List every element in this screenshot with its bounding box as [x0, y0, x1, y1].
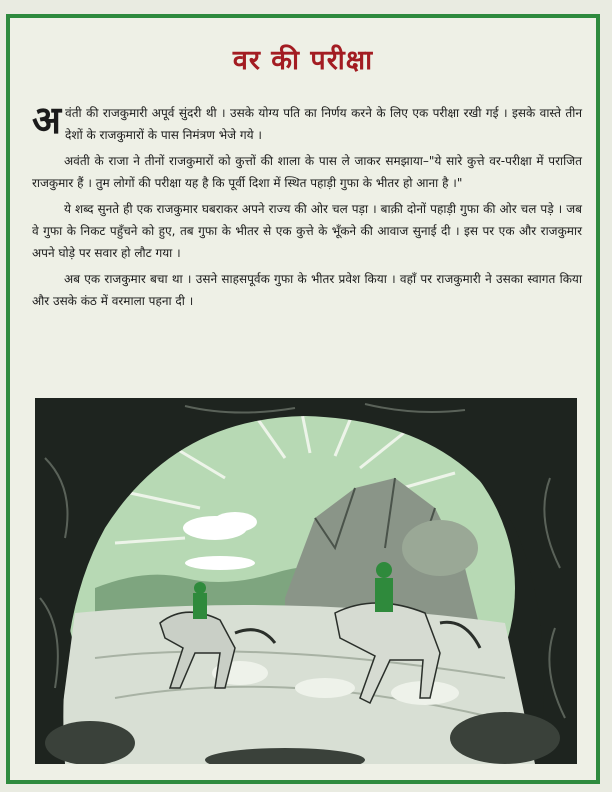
cave-scene: [35, 398, 577, 764]
drop-cap: अ: [32, 98, 62, 142]
story-title: वर की परीक्षा: [232, 45, 374, 76]
paragraph-3: ये शब्द सुनते ही एक राजकुमार घबराकर अपने राज्य की ओर चल पड़ा । बाक़ी दोनों पहाड़ी गुफा की ओर चल पड़े । जब वे गुफा के निकट पहुँचने को हुए, तब गुफा के भीतर से एक कुत्ते के भूँकने की आवाज सुनाई दी । इस पर एक और राजकुमार अपने घोड़े पर सवार हो लौट गया ।: [32, 202, 582, 260]
paragraph-1-text: वंती की राजकुमारी अपूर्व सुंदरी थी । उसके योग्य पति का निर्णय करने के लिए एक परीक्षा रखी गई । इसके वास्ते तीन देशों के राजकुमारों के पास निमंत्रण भेजे गये ।: [65, 106, 582, 142]
story-body: [32, 98, 582, 316]
paragraph-1: [32, 98, 582, 146]
cave-illustration: [35, 398, 577, 764]
paragraph-4: अब एक राजकुमार बचा था । उसने साहसपूर्वक गुफा के भीतर प्रवेश किया । वहाँ पर राजकुमारी ने उसका स्वागत किया और उसके कंठ में वरमाला पहना दी ।: [32, 272, 582, 308]
tree: [402, 520, 478, 576]
paragraph-2: अवंती के राजा ने तीनों राजकुमारों को कुत्तों की शाला के पास ले जाकर समझाया–"ये सारे कुत्ते वर-परीक्षा में पराजित राजकुमार हैं । तुम लोगों की परीक्षा यह है कि पूर्वी दिशा में स्थित पहाड़ी गुफा के भीतर हो आना है ।": [32, 154, 582, 190]
story-page: [6, 14, 600, 784]
